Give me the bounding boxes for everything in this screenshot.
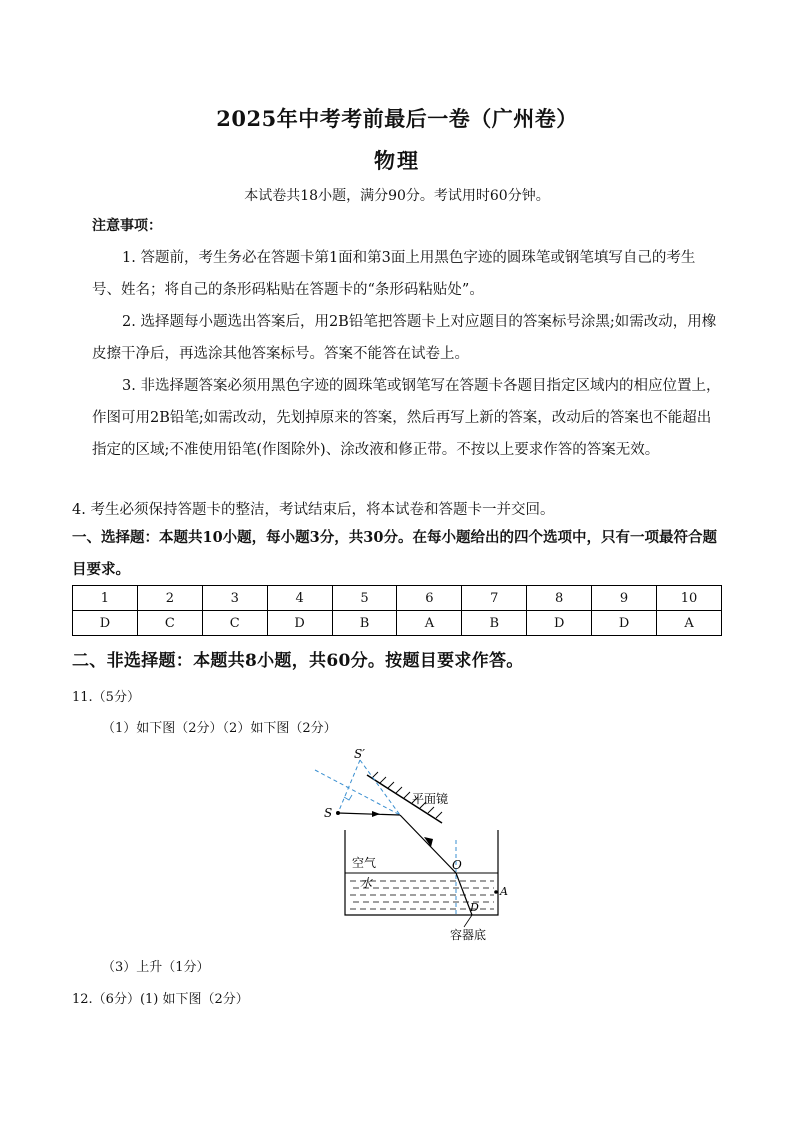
q11-part3: （3）上升（1分） [102, 960, 210, 975]
q11-label: 11.（5分） [72, 690, 140, 705]
answer-cell: A [657, 611, 722, 636]
answer-cell: C [137, 611, 202, 636]
exam-intro: 本试卷共18小题，满分90分。考试用时60分钟。 [244, 188, 550, 204]
q12-label: 12.（6分）(1) 如下图（2分） [72, 992, 249, 1007]
label-o: O [452, 858, 462, 872]
answer-table-answers [73, 611, 722, 636]
question-number-cell: 3 [202, 586, 267, 611]
section1-heading: 一、选择题：本题共10小题，每小题3分，共30分。在每小题给出的四个选项中，只有一项最符合题目要求。 [72, 529, 717, 578]
answer-cell: A [397, 611, 462, 636]
question-number-cell: 9 [592, 586, 657, 611]
question-number-cell: 10 [657, 586, 722, 611]
label-container-bottom: 容器底 [450, 928, 487, 942]
notes-heading: 注意事项： [92, 218, 162, 234]
label-d: D [470, 901, 479, 914]
answer-cell: B [462, 611, 527, 636]
answer-cell: C [202, 611, 267, 636]
section2-heading: 二、非选择题：本题共8小题，共60分。按题目要求作答。 [72, 651, 524, 671]
question-number-cell: 2 [137, 586, 202, 611]
note-item-3: 3. 非选择题答案必须用黑色字迹的圆珠笔或钢笔写在答题卡各题目指定区域内的相应位置上，作图可用2B铅笔;如需改动，先划掉原来的答案，然后再写上新的答案，改动后的答案也不能超出指定的区域;不准使用铅笔(作图除外)、涂改液和修正带。不按以上要求作答的答案无效。 [92, 378, 721, 458]
incident-arrow [372, 811, 380, 817]
point-a-dot [494, 890, 498, 894]
image-line-dashed [338, 760, 360, 813]
point-s-dot [336, 811, 340, 815]
question-number-cell: 1 [73, 586, 138, 611]
question-number-cell: 7 [462, 586, 527, 611]
answer-table [72, 585, 722, 636]
answer-cell: D [73, 611, 138, 636]
answer-cell: D [527, 611, 592, 636]
answer-table-numbers [73, 586, 722, 611]
subject-title: 物理 [374, 148, 420, 173]
reflected-ray [400, 815, 456, 873]
optics-figure [300, 745, 520, 945]
label-s-prime: S′ [354, 747, 365, 761]
answer-cell: B [332, 611, 397, 636]
label-a: A [500, 885, 508, 898]
question-number-cell: 8 [527, 586, 592, 611]
label-s: S [324, 806, 333, 820]
question-number-cell: 6 [397, 586, 462, 611]
note-item-4: 4. 考生必须保持答题卡的整洁，考试结束后，将本试卷和答题卡一并交回。 [72, 502, 555, 518]
label-mirror: 平面镜 [412, 792, 449, 806]
virtual-ray-dashed [360, 760, 400, 815]
bottom-label-leader [464, 915, 472, 927]
answer-cell: D [267, 611, 332, 636]
note-item-1: 1. 答题前，考生务必在答题卡第1面和第3面上用黑色字迹的圆珠笔或钢笔填写自己的考生号、姓名；将自己的条形码粘贴在答题卡的“条形码粘贴处”。 [92, 250, 696, 298]
label-air: 空气 [352, 856, 377, 870]
q11-part12: （1）如下图（2分）（2）如下图（2分） [102, 721, 337, 736]
note-item-2: 2. 选择题每小题选出答案后，用2B铅笔把答题卡上对应题目的答案标号涂黑;如需改动，用橡皮擦干净后，再选涂其他答案标号。答案不能答在试卷上。 [92, 314, 717, 362]
incident-ray [338, 813, 400, 815]
page-title: 2025年中考考前最后一卷（广州卷） [216, 106, 578, 131]
question-number-cell: 5 [332, 586, 397, 611]
label-water: 水 [360, 876, 373, 890]
question-number-cell: 4 [267, 586, 332, 611]
answer-cell: D [592, 611, 657, 636]
